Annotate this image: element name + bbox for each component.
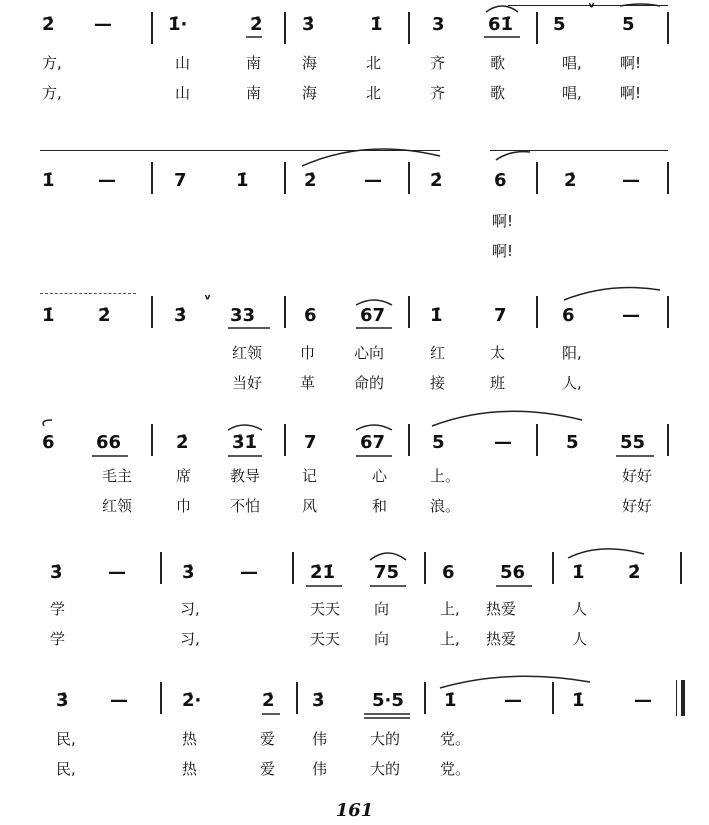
lyric: 记 [302,467,318,485]
lyric: 毛主 [102,467,133,485]
lyric: 心向 [354,344,385,362]
lyric: 接 [430,374,446,392]
lyric: 心 [372,467,388,485]
lyric: 歌 [490,54,506,72]
lyric: 天天 [310,600,341,618]
note: — [494,432,512,453]
lyric: 巾 [176,497,192,515]
slur [568,549,644,558]
lyric: 方, [42,54,62,72]
slur [486,6,518,12]
lyric: 习, [180,630,200,648]
lyric: 山 [175,84,191,102]
lyric: 席 [176,467,192,485]
breath-mark: ᵛ [204,292,212,308]
lyric: 革 [300,374,316,392]
lyric: 南 [246,54,262,72]
note: 1̇ [430,305,443,326]
lyric: 南 [246,84,262,102]
lyric: 学 [50,630,66,648]
note: 2̇ [564,170,577,191]
note: 5 [553,14,566,35]
breath-mark: ᵛ [588,0,596,16]
lyric: 北 [366,54,382,72]
lyric: 大的 [370,730,401,748]
lyric: 党。 [440,730,471,748]
note: 2̇· [182,690,202,711]
slur [302,149,440,166]
slur [43,420,52,426]
lyric: 方, [42,84,62,102]
note: 7 [304,432,317,453]
lyric: 学 [50,600,66,618]
note: 6 [42,432,55,453]
note: — [240,562,258,583]
lyric: 热爱 [486,630,517,648]
lyric: 天天 [310,630,341,648]
lyric: 教导 [230,467,261,485]
note: — [110,690,128,711]
note: — [622,170,640,191]
lyric: 爱 [260,760,276,778]
lyric: 和 [372,497,388,515]
lyric: 歌 [490,84,506,102]
lyric: 人, [562,374,582,392]
note: 56 [500,562,526,583]
slur [356,425,392,430]
slur [370,553,406,560]
lyric: 伟 [312,730,328,748]
note: 3̇ [312,690,325,711]
note: — [622,305,640,326]
note: 2̇ [262,690,275,711]
note: 6 [562,305,575,326]
slur [356,300,392,305]
note: 3̇ [182,562,195,583]
slur [620,4,660,6]
page-number: 161 [335,800,374,821]
note: 3̇1̇ [232,432,258,453]
note: 5 [432,432,445,453]
lyric: 山 [175,54,191,72]
note: 2̇ [628,562,641,583]
note: 2̇ [250,14,263,35]
slur [496,152,530,160]
lyric: 齐 [430,54,446,72]
lyric: 阳, [562,344,582,362]
note: 1̇ [572,562,585,583]
note: 55 [620,432,646,453]
note: 7 [174,170,187,191]
lyric: 当好 [232,374,263,392]
note: 33 [230,305,256,326]
note: 66 [96,432,122,453]
note: — [364,170,382,191]
note: 2̇ [176,432,189,453]
lyric: 上, [440,630,460,648]
note: 3̇ [56,690,69,711]
note: 67 [360,432,386,453]
lyric: 热 [182,760,198,778]
note: — [98,170,116,191]
note: 2̇ [98,305,111,326]
note: — [108,562,126,583]
note: 5·5 [372,690,404,711]
lyric: 伟 [312,760,328,778]
note: 3 [432,14,445,35]
lyric: 不怕 [230,497,261,515]
note: 1̇ [444,690,457,711]
lyric: 唱, [562,84,582,102]
note: 61̇ [488,14,514,35]
lyric: 命的 [354,374,385,392]
lyric: 啊! [492,212,514,230]
note: 75 [374,562,400,583]
lyric: 红 [430,344,446,362]
lyric: 海 [302,54,318,72]
lyric: 习, [180,600,200,618]
lyric: 爱 [260,730,276,748]
lyric: 海 [302,84,318,102]
note: — [504,690,522,711]
lyric: 向 [374,600,390,618]
lyric: 向 [374,630,390,648]
lyric: 红领 [102,497,133,515]
note: 1̇ [370,14,383,35]
note: 7 [494,305,507,326]
note: 1̇· [168,14,188,35]
lyric: 啊! [492,242,514,260]
note: 1̇ [236,170,249,191]
lyric: 热爱 [486,600,517,618]
note: 1̇ [572,690,585,711]
note: 67 [360,305,386,326]
lyric: 北 [366,84,382,102]
lyric: 大的 [370,760,401,778]
lyric: 上, [440,600,460,618]
note: 1̇ [42,170,55,191]
lyric: 上。 [430,467,461,485]
note: — [94,14,112,35]
lyric: 啊! [620,54,642,72]
note: 5 [566,432,579,453]
lyric: 班 [490,374,506,392]
note: 3̇ [302,14,315,35]
lyric: 风 [302,497,318,515]
lyric: 民, [56,730,76,748]
lyric: 啊! [620,84,642,102]
note: 6 [494,170,507,191]
note: 2̇1̇ [310,562,336,583]
lyric: 太 [490,344,506,362]
lyric: 红领 [232,344,263,362]
lyric: 人 [572,600,588,618]
note: 6 [442,562,455,583]
lyric: 好好 [622,467,653,485]
lyric: 巾 [300,344,316,362]
lyric: 唱, [562,54,582,72]
note: 2̇ [42,14,55,35]
note: 3̇ [174,305,187,326]
note: 6 [304,305,317,326]
lyric: 热 [182,730,198,748]
note: 3̇ [50,562,63,583]
slur [564,288,660,300]
lyric: 党。 [440,760,471,778]
slur [432,411,582,426]
slur [228,425,262,430]
note: 5 [622,14,635,35]
note: 1̇ [42,305,55,326]
lyric: 民, [56,760,76,778]
lyric: 齐 [430,84,446,102]
lyric: 人 [572,630,588,648]
note: 2̇ [304,170,317,191]
slur [440,676,590,688]
lyric: 好好 [622,497,653,515]
note: — [634,690,652,711]
lyric: 浪。 [430,497,461,515]
note: 2̇ [430,170,443,191]
